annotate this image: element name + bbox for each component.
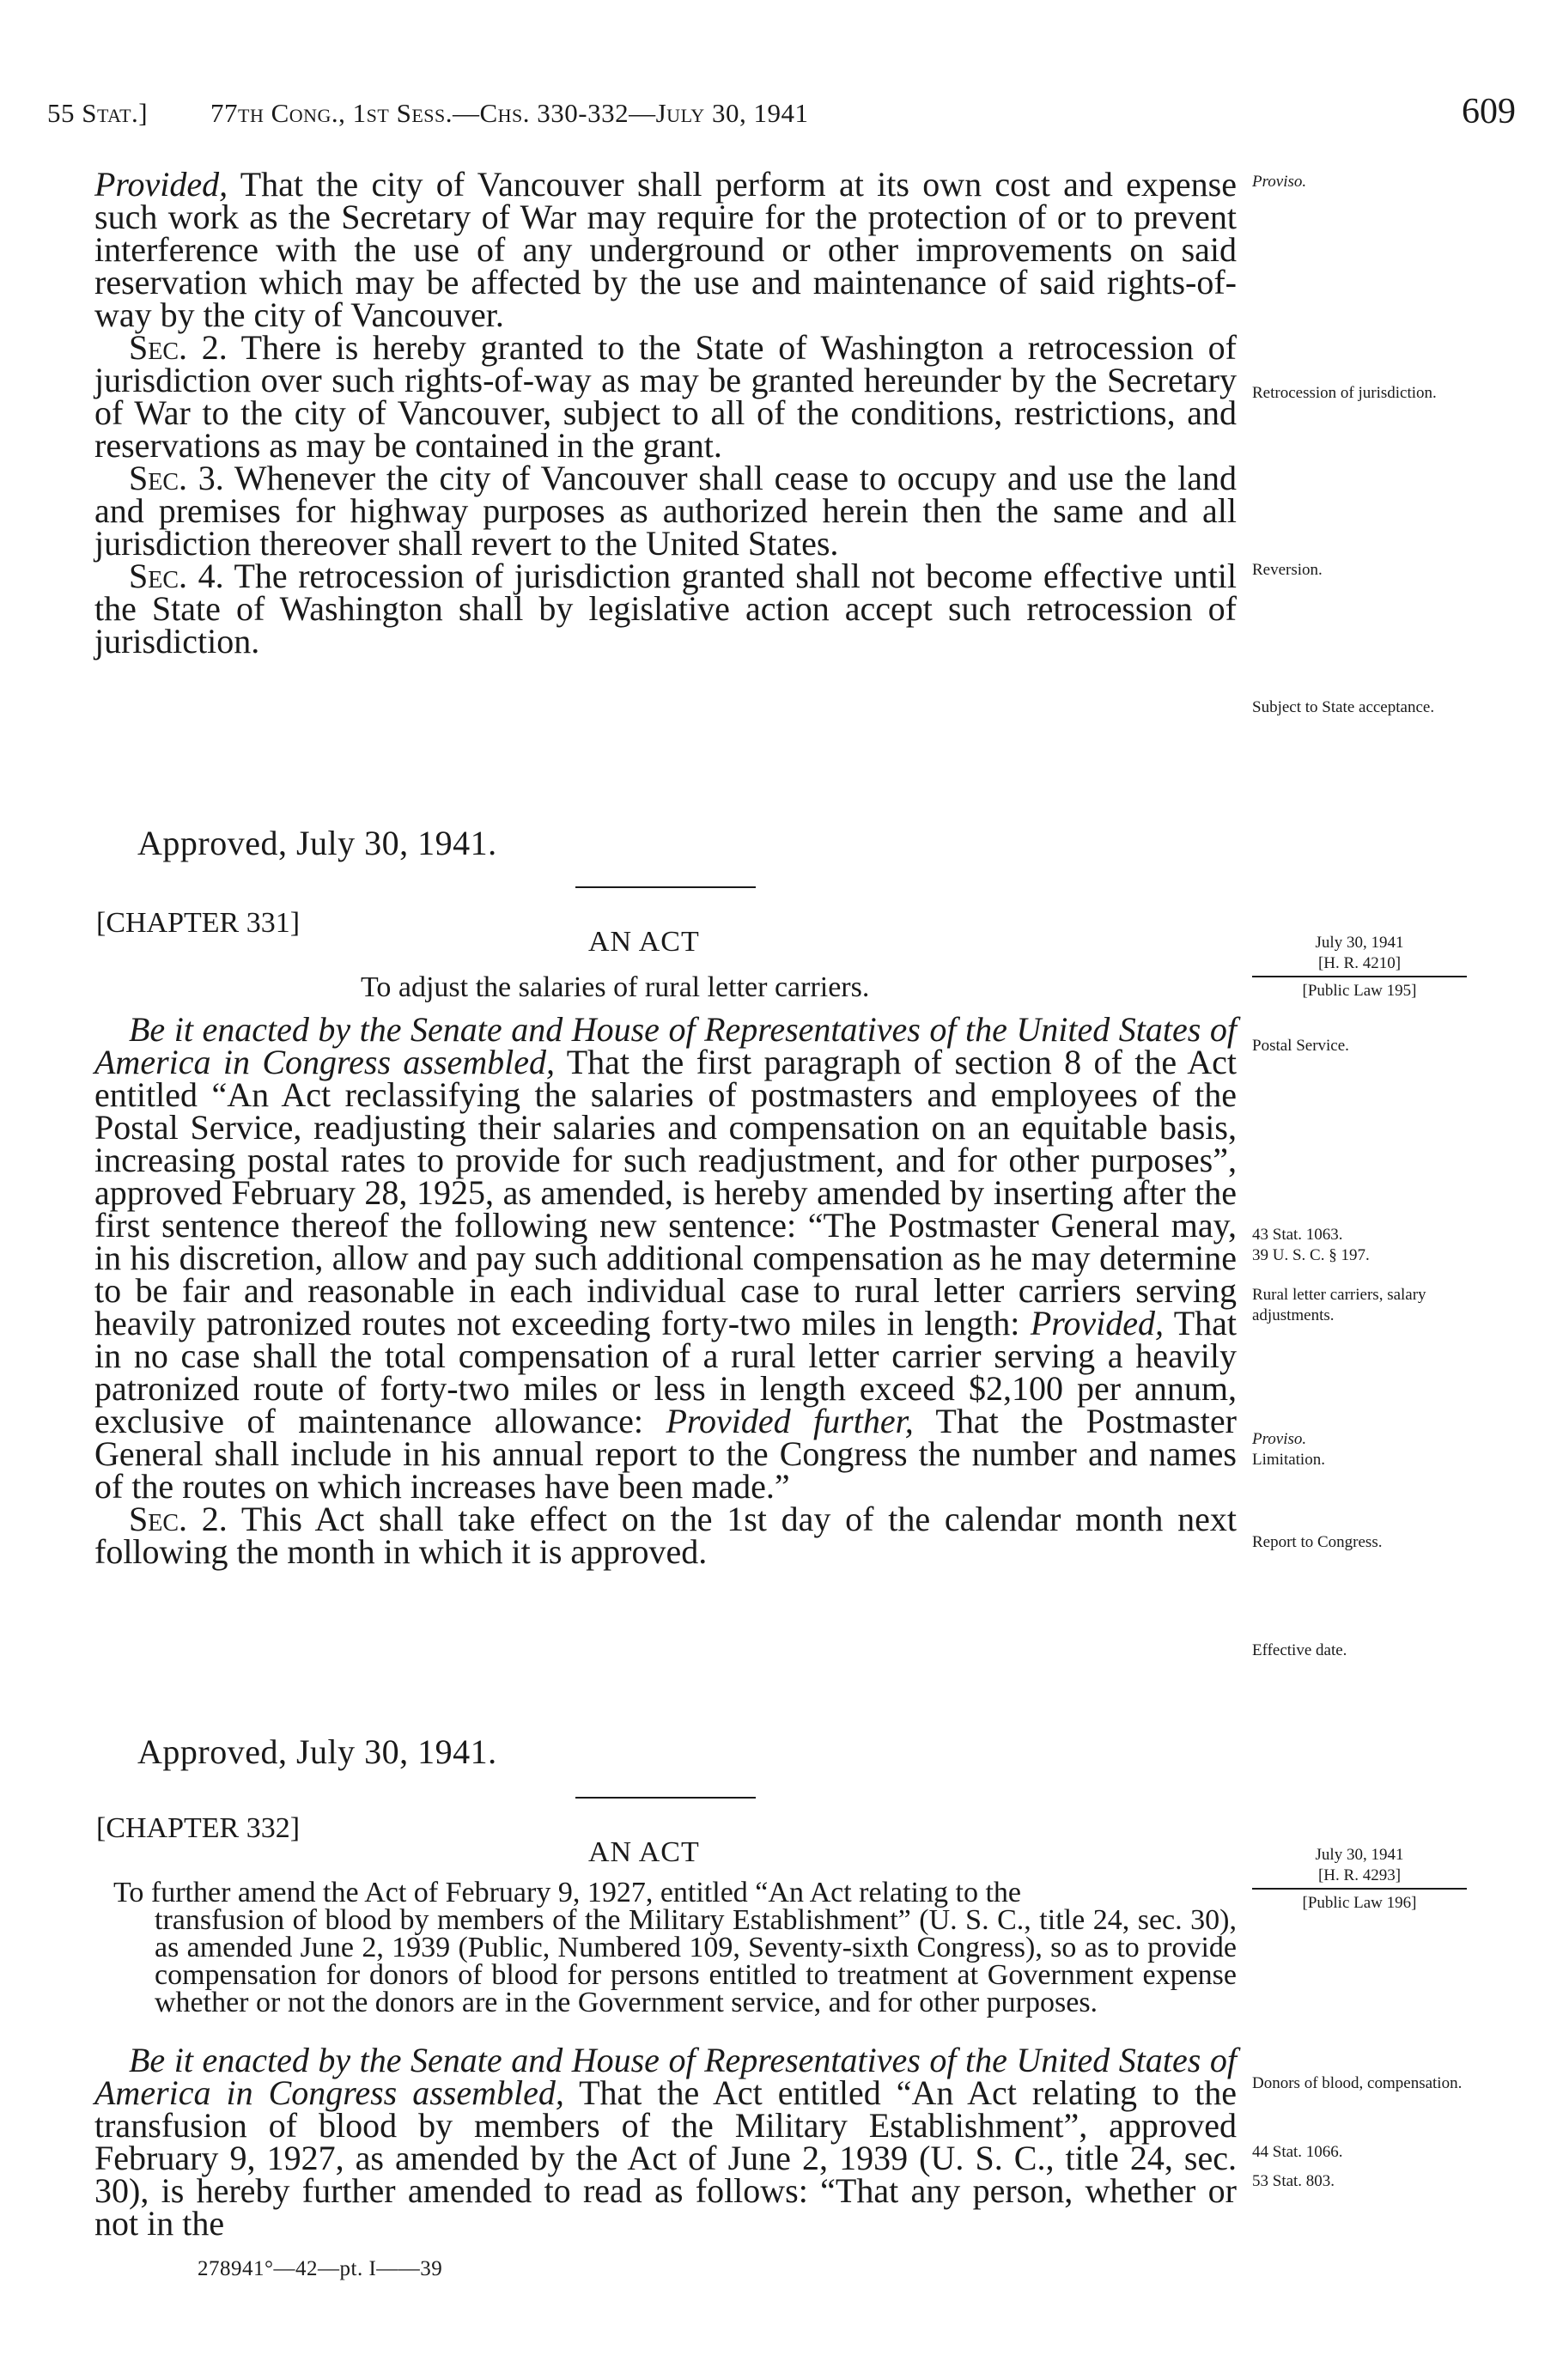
proviso-paragraph bbox=[94, 165, 1237, 334]
margin-note-rural-carriers: Rural letter carriers, salary adjustments. bbox=[1252, 1286, 1426, 1324]
chapter-331-dateline bbox=[1252, 933, 1467, 1001]
enacting-text: That the first paragraph of section 8 of the Act entitled “An Act reclassifying the salaries of postmasters and employees of the Postal Service, readjusting their salaries and compensation on an equitable basis, increasing postal rates to provide for such readjustment, and for other purposes”, approved February 28, 1925, as amended, is hereby amended by inserting after the first sentence thereof the following new sentence: “The Postmaster General may, in his discretion, allow and pay such additional compensation as he may determine to be fair and reasonable in each individual case to rural letter carriers serving heavily patronized routes not exceeding forty-two miles in length: bbox=[94, 1043, 1237, 1342]
limitation-label: Limitation. bbox=[1252, 1451, 1325, 1469]
running-head bbox=[47, 91, 1516, 134]
statute-citation: 53 Stat. 803. bbox=[1252, 2172, 1335, 2190]
enacting-clause: Be it enacted by the Senate and House of Representatives of the United States of America in Congress assembled, bbox=[94, 1010, 1237, 1081]
margin-note-donors: Donors of blood, compensation. bbox=[1252, 2074, 1463, 2092]
section-divider bbox=[575, 1797, 756, 1799]
margin-note-reversion: Reversion. bbox=[1252, 561, 1323, 579]
approval-date: July 30, 1941 bbox=[1315, 1846, 1404, 1864]
enacting-paragraph bbox=[94, 1010, 1238, 1506]
approval-date: Approved, July 30, 1941. bbox=[137, 824, 497, 862]
enacting-clause: Be it enacted by the Senate and House of Representatives of the United States of America in Congress assembled, bbox=[94, 2041, 1237, 2112]
section-divider bbox=[575, 886, 756, 888]
act-title: AN ACT bbox=[588, 926, 700, 958]
chapter-332-dateline bbox=[1252, 1845, 1467, 1914]
act-purpose: transfusion of blood by members of the Military Establishment” (U. S. C., title 24, sec. 30), as amended June 2, 1939 (Public, Numbered 109, Seventy-sixth Congress), so as to provide compensation for donors of blood for persons entitled to treatment at Government expense whether or not the donors are in the Government service, and for other purposes. bbox=[155, 1904, 1237, 2018]
act-purpose-first-line: To further amend the Act of February 9, 1927, entitled “An Act relating to the bbox=[113, 1877, 1021, 1908]
section-text: There is hereby granted to the State of Washington a retrocession of jurisdiction over such rights-of-way as may be granted hereunder by the Secretary of War to the city of Vancouver, subject to all of the conditions, restrictions, and reservations as may be contained in the grant. bbox=[94, 328, 1237, 465]
approval-date: July 30, 1941 bbox=[1315, 934, 1404, 952]
act-title: AN ACT bbox=[588, 1836, 700, 1868]
provided-lead: Provided, bbox=[1030, 1304, 1164, 1342]
printer-signature: 278941°—42—pt. I——39 bbox=[198, 2257, 443, 2280]
margin-note-retrocession: Retrocession of jurisdiction. bbox=[1252, 384, 1437, 402]
section-label: Sec. 3. bbox=[129, 459, 224, 497]
section-text: This Act shall take effect on the 1st day of the calendar month next following the month in which it is approved. bbox=[94, 1500, 1237, 1571]
margin-note-postal-service: Postal Service. bbox=[1252, 1037, 1349, 1055]
section-3-paragraph bbox=[94, 459, 1237, 563]
chapter-331-text bbox=[94, 1010, 1238, 1571]
act-purpose: To adjust the salaries of rural letter carriers. bbox=[361, 971, 870, 1003]
section-text: Whenever the city of Vancouver shall cease to occupy and use the land and premises for highway purposes as authorized herein then the same and all jurisdiction thereover shall revert to the United States. bbox=[94, 459, 1237, 563]
page-number: 609 bbox=[1462, 92, 1516, 131]
margin-note-citation bbox=[1252, 2142, 1510, 2192]
divider-line bbox=[1252, 976, 1467, 977]
bill-number: [H. R. 4293] bbox=[1317, 1866, 1402, 1884]
statute-citation: 43 Stat. 1063. bbox=[1252, 1226, 1343, 1244]
provided-lead: Provided, bbox=[94, 165, 228, 204]
bill-number: [H. R. 4210] bbox=[1317, 954, 1402, 972]
margin-note-citation bbox=[1252, 1225, 1510, 1266]
statute-citation: 44 Stat. 1066. bbox=[1252, 2143, 1343, 2161]
section-4-paragraph bbox=[94, 557, 1237, 660]
proviso-label: Proviso. bbox=[1252, 1430, 1307, 1448]
enacting-text: That the Act entitled “An Act relating to the transfusion of blood by members of the Military Establishment”, approved February 9, 1927, as amended by the Act of June 2, 1939 (U. S. C., title 24, sec. 30), is hereby further amended to read as follows: “That any person, whether or not in the bbox=[94, 2073, 1237, 2243]
section-2-paragraph bbox=[94, 1500, 1237, 1571]
section-2-paragraph bbox=[94, 328, 1237, 465]
chapter-332-heading: [CHAPTER 332] bbox=[96, 1812, 301, 1844]
margin-note-report: Report to Congress. bbox=[1252, 1533, 1383, 1551]
margin-note-effective-date: Effective date. bbox=[1252, 1641, 1347, 1659]
provided-further-lead: Provided further, bbox=[666, 1402, 914, 1440]
volume-reference: 55 Stat.] bbox=[47, 98, 149, 128]
session-reference: 77th Cong., 1st Sess.—Chs. 330-332—July 30, 1941 bbox=[210, 98, 809, 128]
margin-note-state-acceptance: Subject to State acceptance. bbox=[1252, 698, 1435, 716]
chapter-330-text bbox=[94, 165, 1237, 660]
public-law-number: [Public Law 195] bbox=[1302, 982, 1417, 1000]
chapter-331-heading: [CHAPTER 331] bbox=[96, 907, 301, 939]
margin-note-proviso-limitation bbox=[1252, 1429, 1510, 1470]
code-citation: 39 U. S. C. § 197. bbox=[1252, 1246, 1370, 1264]
section-label: Sec. 2. bbox=[129, 328, 228, 367]
chapter-332-text bbox=[94, 2041, 1237, 2243]
enacting-paragraph bbox=[94, 2041, 1237, 2243]
margin-note-proviso: Proviso. bbox=[1252, 173, 1307, 191]
proviso-text: That in no case shall the total compensation of a rural letter carrier serving a heavily patronized route of forty-two miles or less in length exceed $2,100 per annum, exclusive of maintenance allowance: bbox=[94, 1304, 1238, 1440]
section-label: Sec. 4. bbox=[129, 557, 224, 595]
proviso-text: That the city of Vancouver shall perform at its own cost and expense such work as the Secretary of War may require for the protection of or to prevent interference with the use of any underground or other improvements on said reservation which may be affected by the use and maintenance of said rights-of-way by the city of Vancouver. bbox=[94, 165, 1237, 334]
public-law-number: [Public Law 196] bbox=[1302, 1894, 1417, 1912]
proviso-further-text: That the Postmaster General shall include in his annual report to the Congress the number and names of the routes on which increases have been made.” bbox=[94, 1402, 1237, 1506]
divider-line bbox=[1252, 1888, 1467, 1890]
section-label: Sec. 2. bbox=[129, 1500, 228, 1538]
approval-date: Approved, July 30, 1941. bbox=[137, 1732, 497, 1771]
section-text: The retrocession of jurisdiction granted shall not become effective until the State of Washington shall by legislative action accept such retrocession of jurisdiction. bbox=[94, 557, 1237, 660]
